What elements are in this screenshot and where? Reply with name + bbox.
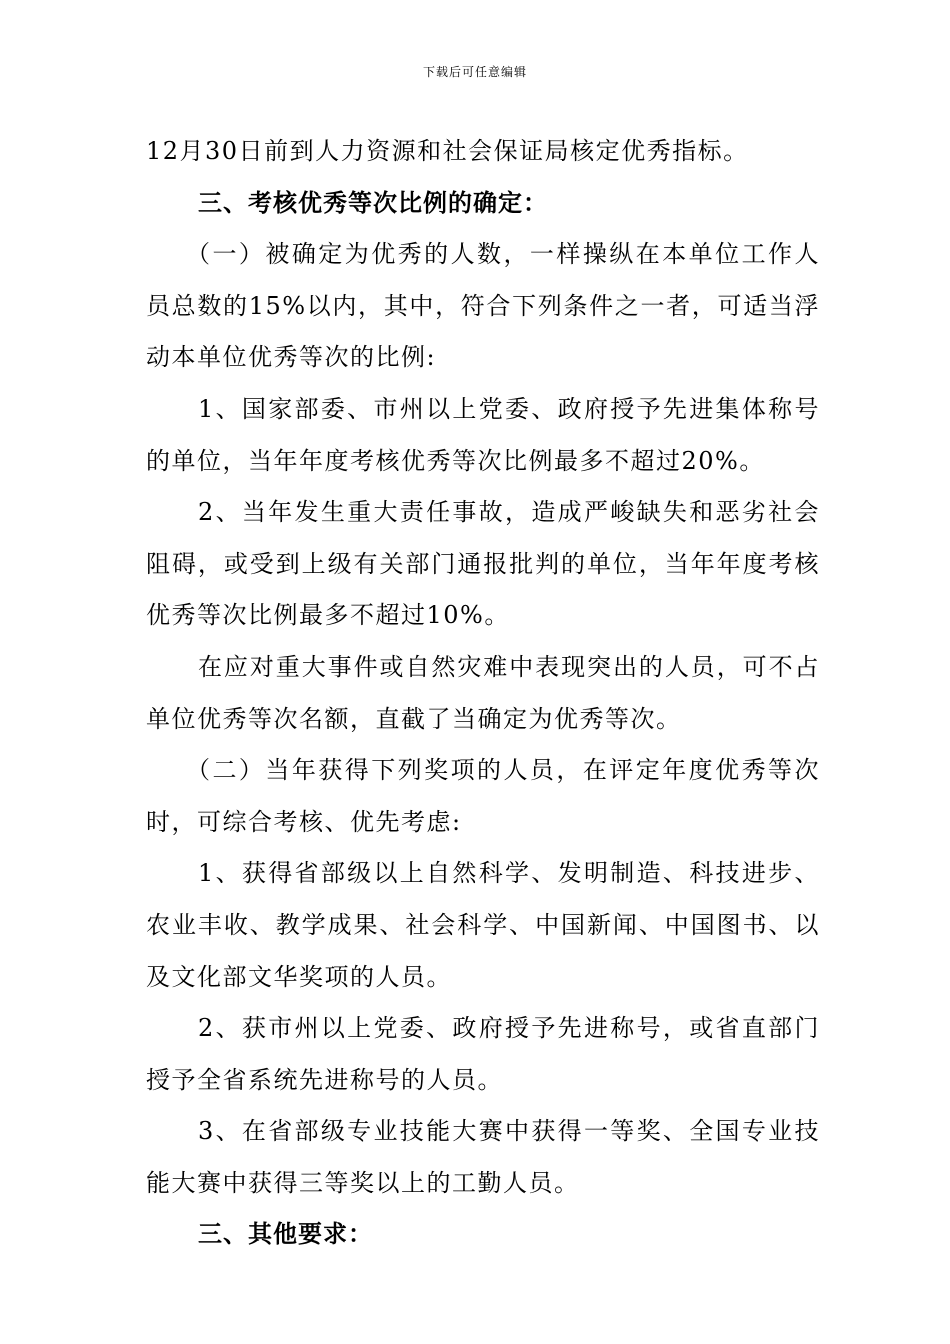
page-header-note: 下载后可任意编辑 — [422, 65, 527, 79]
document-body — [146, 126, 820, 1261]
paragraph-awards-priority: （二）当年获得下列奖项的人员，在评定年度优秀等次时，可综合考核、优先考虑: — [146, 756, 820, 836]
paragraph-item-2-accident: 2、当年发生重大责任事故，造成严峻缺失和恶劣社会阻碍，或受到上级有关部门通报批判的单位，当年年度考核优秀等次比例最多不超过10%。 — [146, 498, 820, 630]
paragraph-award-item-2: 2、获市州以上党委、政府授予先进称号，或省直部门授予全省系统先进称号的人员。 — [146, 1014, 820, 1094]
paragraph-disaster-response: 在应对重大事件或自然灾难中表现突出的人员，可不占单位优秀等次名额，直截了当确定为优秀等次。 — [146, 652, 820, 733]
paragraph-continuation: 12月30日前到人力资源和社会保证局核定优秀指标。 — [146, 137, 749, 165]
section-heading-ratio: 三、考核优秀等次比例的确定： — [198, 188, 548, 217]
paragraph-award-item-3: 3、在省部级专业技能大赛中获得一等奖、全国专业技能大赛中获得三等奖以上的工勤人员。 — [146, 1117, 820, 1197]
paragraph-item-1-advanced-unit: 1、国家部委、市州以上党委、政府授予先进集体称号的单位，当年年度考核优秀等次比例最多不超过20%。 — [146, 394, 820, 475]
paragraph-award-item-1: 1、获得省部级以上自然科学、发明制造、科技进步、农业丰收、教学成果、社会科学、中国新闻、中国图书、以及文化部文华奖项的人员。 — [146, 859, 820, 991]
paragraph-excellent-quota: （一）被确定为优秀的人数，一样操纵在本单位工作人员总数的15%以内，其中，符合下列条件之一者，可适当浮动本单位优秀等次的比例: — [146, 240, 820, 372]
section-heading-other: 三、其他要求： — [198, 1220, 373, 1249]
